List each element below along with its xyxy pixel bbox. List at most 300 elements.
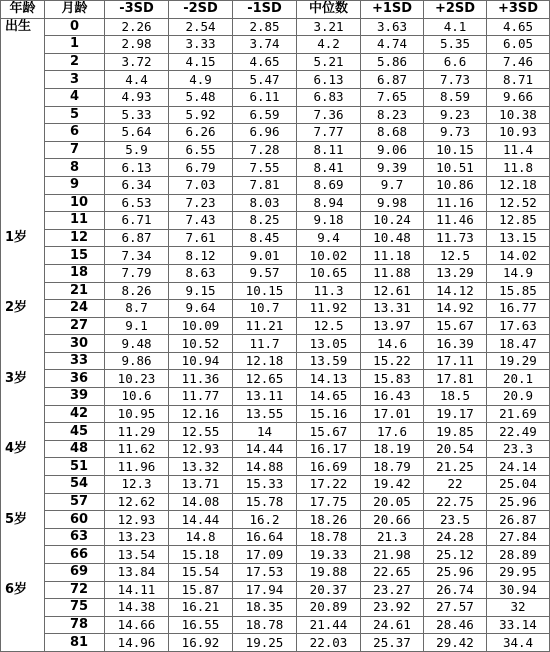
minus-2sd-cell: 14.44 [169, 511, 233, 529]
month-cell: 72 [45, 581, 105, 599]
plus-1sd-cell: 4.74 [361, 36, 424, 54]
minus-3sd-cell: 13.84 [105, 564, 169, 582]
minus-2sd-cell: 12.16 [169, 405, 233, 423]
plus-1sd-cell: 11.18 [361, 247, 424, 265]
month-cell: 48 [45, 440, 105, 458]
plus-3sd-cell: 8.71 [487, 71, 550, 89]
header-median: 中位数 [297, 1, 361, 19]
table-row [1, 405, 550, 423]
minus-2sd-cell: 3.33 [169, 36, 233, 54]
minus-3sd-cell: 12.3 [105, 476, 169, 494]
minus-3sd-cell: 12.62 [105, 493, 169, 511]
table-row [1, 88, 550, 106]
table-row [1, 352, 550, 370]
month-cell: 2 [45, 53, 105, 71]
plus-3sd-cell: 30.94 [487, 581, 550, 599]
month-cell: 18 [45, 264, 105, 282]
age-cell [1, 423, 45, 441]
age-cell [1, 352, 45, 370]
plus-3sd-cell: 26.87 [487, 511, 550, 529]
plus-1sd-cell: 20.66 [361, 511, 424, 529]
table-row [1, 546, 550, 564]
plus-1sd-cell: 9.7 [361, 176, 424, 194]
table-row [1, 440, 550, 458]
table-row [1, 388, 550, 406]
table-row [1, 458, 550, 476]
plus-2sd-cell: 18.5 [424, 388, 487, 406]
plus-3sd-cell: 18.47 [487, 335, 550, 353]
minus-2sd-cell: 7.61 [169, 229, 233, 247]
plus-2sd-cell: 25.12 [424, 546, 487, 564]
plus-1sd-cell: 22.65 [361, 564, 424, 582]
minus-3sd-cell: 7.34 [105, 247, 169, 265]
age-cell: 3岁 [1, 370, 45, 388]
plus-3sd-cell: 21.69 [487, 405, 550, 423]
minus-3sd-cell: 8.7 [105, 300, 169, 318]
minus-1sd-cell: 18.78 [233, 616, 297, 634]
table-row [1, 159, 550, 177]
plus-3sd-cell: 17.63 [487, 317, 550, 335]
month-cell: 24 [45, 300, 105, 318]
month-cell: 75 [45, 599, 105, 617]
minus-1sd-cell: 15.78 [233, 493, 297, 511]
plus-3sd-cell: 19.29 [487, 352, 550, 370]
plus-2sd-cell: 11.46 [424, 212, 487, 230]
minus-2sd-cell: 10.94 [169, 352, 233, 370]
plus-1sd-cell: 17.6 [361, 423, 424, 441]
plus-3sd-cell: 10.93 [487, 124, 550, 142]
month-cell: 63 [45, 528, 105, 546]
plus-1sd-cell: 12.61 [361, 282, 424, 300]
minus-2sd-cell: 12.93 [169, 440, 233, 458]
median-cell: 8.41 [297, 159, 361, 177]
month-cell: 5 [45, 106, 105, 124]
age-cell [1, 88, 45, 106]
header-minus-1sd: -1SD [233, 1, 297, 19]
month-cell: 54 [45, 476, 105, 494]
plus-1sd-cell: 21.98 [361, 546, 424, 564]
minus-1sd-cell: 15.33 [233, 476, 297, 494]
plus-2sd-cell: 16.39 [424, 335, 487, 353]
month-cell: 60 [45, 511, 105, 529]
plus-1sd-cell: 8.68 [361, 124, 424, 142]
minus-1sd-cell: 17.53 [233, 564, 297, 582]
median-cell: 8.11 [297, 141, 361, 159]
plus-2sd-cell: 7.73 [424, 71, 487, 89]
minus-1sd-cell: 4.65 [233, 53, 297, 71]
plus-3sd-cell: 32 [487, 599, 550, 617]
plus-3sd-cell: 14.02 [487, 247, 550, 265]
plus-3sd-cell: 6.05 [487, 36, 550, 54]
minus-3sd-cell: 4.4 [105, 71, 169, 89]
month-cell: 45 [45, 423, 105, 441]
table-row [1, 53, 550, 71]
minus-2sd-cell: 15.87 [169, 581, 233, 599]
table-row [1, 176, 550, 194]
header-plus-3sd: +3SD [487, 1, 550, 19]
plus-2sd-cell: 11.16 [424, 194, 487, 212]
age-cell: 出生 [1, 18, 45, 36]
plus-2sd-cell: 20.54 [424, 440, 487, 458]
table-row [1, 124, 550, 142]
month-cell: 42 [45, 405, 105, 423]
month-cell: 39 [45, 388, 105, 406]
age-cell [1, 317, 45, 335]
plus-3sd-cell: 15.85 [487, 282, 550, 300]
minus-1sd-cell: 13.55 [233, 405, 297, 423]
plus-1sd-cell: 9.06 [361, 141, 424, 159]
minus-1sd-cell: 19.25 [233, 634, 297, 652]
month-cell: 0 [45, 18, 105, 36]
median-cell: 6.13 [297, 71, 361, 89]
month-cell: 33 [45, 352, 105, 370]
age-cell: 6岁 [1, 581, 45, 599]
plus-3sd-cell: 11.8 [487, 159, 550, 177]
age-cell [1, 616, 45, 634]
minus-2sd-cell: 4.9 [169, 71, 233, 89]
minus-3sd-cell: 5.33 [105, 106, 169, 124]
plus-2sd-cell: 26.74 [424, 581, 487, 599]
table-row [1, 511, 550, 529]
plus-2sd-cell: 22 [424, 476, 487, 494]
plus-1sd-cell: 18.19 [361, 440, 424, 458]
plus-1sd-cell: 20.05 [361, 493, 424, 511]
month-cell: 36 [45, 370, 105, 388]
plus-2sd-cell: 23.5 [424, 511, 487, 529]
age-cell [1, 159, 45, 177]
minus-2sd-cell: 13.71 [169, 476, 233, 494]
table-row [1, 528, 550, 546]
plus-2sd-cell: 19.85 [424, 423, 487, 441]
minus-3sd-cell: 6.53 [105, 194, 169, 212]
median-cell: 4.2 [297, 36, 361, 54]
plus-2sd-cell: 19.17 [424, 405, 487, 423]
plus-1sd-cell: 10.24 [361, 212, 424, 230]
plus-1sd-cell: 10.48 [361, 229, 424, 247]
minus-1sd-cell: 11.7 [233, 335, 297, 353]
table-row [1, 106, 550, 124]
header-age: 年龄 [1, 1, 45, 19]
minus-3sd-cell: 14.38 [105, 599, 169, 617]
median-cell: 19.33 [297, 546, 361, 564]
minus-2sd-cell: 11.77 [169, 388, 233, 406]
plus-3sd-cell: 25.04 [487, 476, 550, 494]
median-cell: 20.89 [297, 599, 361, 617]
month-cell: 69 [45, 564, 105, 582]
plus-1sd-cell: 9.98 [361, 194, 424, 212]
table-row [1, 36, 550, 54]
header-row [1, 1, 550, 19]
median-cell: 15.16 [297, 405, 361, 423]
plus-2sd-cell: 10.86 [424, 176, 487, 194]
minus-2sd-cell: 6.26 [169, 124, 233, 142]
month-cell: 15 [45, 247, 105, 265]
plus-2sd-cell: 28.46 [424, 616, 487, 634]
minus-3sd-cell: 10.6 [105, 388, 169, 406]
plus-2sd-cell: 24.28 [424, 528, 487, 546]
month-cell: 66 [45, 546, 105, 564]
plus-3sd-cell: 33.14 [487, 616, 550, 634]
month-cell: 81 [45, 634, 105, 652]
median-cell: 7.36 [297, 106, 361, 124]
plus-1sd-cell: 5.86 [361, 53, 424, 71]
plus-1sd-cell: 15.22 [361, 352, 424, 370]
table-row [1, 247, 550, 265]
age-cell [1, 247, 45, 265]
age-cell [1, 36, 45, 54]
age-cell [1, 564, 45, 582]
median-cell: 13.59 [297, 352, 361, 370]
plus-1sd-cell: 11.88 [361, 264, 424, 282]
minus-3sd-cell: 8.26 [105, 282, 169, 300]
minus-2sd-cell: 7.43 [169, 212, 233, 230]
minus-3sd-cell: 6.71 [105, 212, 169, 230]
plus-1sd-cell: 23.27 [361, 581, 424, 599]
plus-2sd-cell: 14.92 [424, 300, 487, 318]
table-row [1, 476, 550, 494]
minus-2sd-cell: 4.15 [169, 53, 233, 71]
plus-2sd-cell: 10.51 [424, 159, 487, 177]
minus-2sd-cell: 16.92 [169, 634, 233, 652]
age-cell: 1岁 [1, 229, 45, 247]
minus-2sd-cell: 11.36 [169, 370, 233, 388]
plus-2sd-cell: 10.15 [424, 141, 487, 159]
header-plus-2sd: +2SD [424, 1, 487, 19]
minus-1sd-cell: 10.15 [233, 282, 297, 300]
minus-3sd-cell: 5.9 [105, 141, 169, 159]
median-cell: 11.92 [297, 300, 361, 318]
minus-1sd-cell: 8.45 [233, 229, 297, 247]
plus-1sd-cell: 9.39 [361, 159, 424, 177]
plus-3sd-cell: 4.65 [487, 18, 550, 36]
median-cell: 7.77 [297, 124, 361, 142]
header-month: 月龄 [45, 1, 105, 19]
age-cell [1, 458, 45, 476]
age-cell [1, 264, 45, 282]
minus-2sd-cell: 6.55 [169, 141, 233, 159]
plus-1sd-cell: 25.37 [361, 634, 424, 652]
median-cell: 18.26 [297, 511, 361, 529]
month-cell: 12 [45, 229, 105, 247]
minus-1sd-cell: 9.57 [233, 264, 297, 282]
month-cell: 4 [45, 88, 105, 106]
median-cell: 8.94 [297, 194, 361, 212]
minus-2sd-cell: 7.03 [169, 176, 233, 194]
table-row [1, 599, 550, 617]
minus-1sd-cell: 13.11 [233, 388, 297, 406]
minus-2sd-cell: 16.21 [169, 599, 233, 617]
age-cell [1, 476, 45, 494]
minus-3sd-cell: 3.72 [105, 53, 169, 71]
plus-3sd-cell: 29.95 [487, 564, 550, 582]
age-cell [1, 124, 45, 142]
plus-1sd-cell: 14.6 [361, 335, 424, 353]
minus-1sd-cell: 6.59 [233, 106, 297, 124]
minus-1sd-cell: 9.01 [233, 247, 297, 265]
plus-3sd-cell: 14.9 [487, 264, 550, 282]
median-cell: 9.18 [297, 212, 361, 230]
plus-3sd-cell: 34.4 [487, 634, 550, 652]
median-cell: 19.88 [297, 564, 361, 582]
minus-2sd-cell: 2.54 [169, 18, 233, 36]
plus-3sd-cell: 12.52 [487, 194, 550, 212]
table-row [1, 229, 550, 247]
minus-3sd-cell: 10.95 [105, 405, 169, 423]
median-cell: 17.75 [297, 493, 361, 511]
month-cell: 11 [45, 212, 105, 230]
minus-2sd-cell: 12.55 [169, 423, 233, 441]
minus-1sd-cell: 16.2 [233, 511, 297, 529]
median-cell: 14.65 [297, 388, 361, 406]
plus-1sd-cell: 23.92 [361, 599, 424, 617]
plus-2sd-cell: 14.12 [424, 282, 487, 300]
median-cell: 3.21 [297, 18, 361, 36]
age-cell [1, 106, 45, 124]
table-row [1, 564, 550, 582]
plus-1sd-cell: 8.23 [361, 106, 424, 124]
table-row [1, 212, 550, 230]
minus-3sd-cell: 2.98 [105, 36, 169, 54]
median-cell: 22.03 [297, 634, 361, 652]
median-cell: 15.67 [297, 423, 361, 441]
minus-2sd-cell: 5.48 [169, 88, 233, 106]
minus-1sd-cell: 3.74 [233, 36, 297, 54]
plus-3sd-cell: 16.77 [487, 300, 550, 318]
month-cell: 10 [45, 194, 105, 212]
age-cell [1, 71, 45, 89]
minus-2sd-cell: 9.64 [169, 300, 233, 318]
table-row [1, 71, 550, 89]
plus-1sd-cell: 6.87 [361, 71, 424, 89]
plus-3sd-cell: 12.85 [487, 212, 550, 230]
table-row [1, 282, 550, 300]
minus-2sd-cell: 5.92 [169, 106, 233, 124]
age-cell [1, 493, 45, 511]
median-cell: 14.13 [297, 370, 361, 388]
minus-3sd-cell: 4.93 [105, 88, 169, 106]
plus-2sd-cell: 11.73 [424, 229, 487, 247]
minus-1sd-cell: 18.35 [233, 599, 297, 617]
plus-1sd-cell: 3.63 [361, 18, 424, 36]
plus-3sd-cell: 7.46 [487, 53, 550, 71]
table-row [1, 370, 550, 388]
minus-2sd-cell: 15.54 [169, 564, 233, 582]
plus-1sd-cell: 13.31 [361, 300, 424, 318]
plus-3sd-cell: 23.3 [487, 440, 550, 458]
minus-2sd-cell: 15.18 [169, 546, 233, 564]
plus-3sd-cell: 9.66 [487, 88, 550, 106]
minus-1sd-cell: 6.11 [233, 88, 297, 106]
plus-2sd-cell: 22.75 [424, 493, 487, 511]
median-cell: 6.83 [297, 88, 361, 106]
month-cell: 6 [45, 124, 105, 142]
minus-2sd-cell: 16.55 [169, 616, 233, 634]
plus-2sd-cell: 15.67 [424, 317, 487, 335]
age-cell [1, 405, 45, 423]
plus-2sd-cell: 17.11 [424, 352, 487, 370]
minus-2sd-cell: 8.63 [169, 264, 233, 282]
plus-1sd-cell: 15.83 [361, 370, 424, 388]
month-cell: 57 [45, 493, 105, 511]
minus-1sd-cell: 8.25 [233, 212, 297, 230]
minus-2sd-cell: 14.08 [169, 493, 233, 511]
plus-3sd-cell: 11.4 [487, 141, 550, 159]
age-cell [1, 53, 45, 71]
median-cell: 8.69 [297, 176, 361, 194]
month-cell: 3 [45, 71, 105, 89]
minus-1sd-cell: 14.88 [233, 458, 297, 476]
median-cell: 9.4 [297, 229, 361, 247]
table-row [1, 634, 550, 652]
plus-2sd-cell: 12.5 [424, 247, 487, 265]
minus-3sd-cell: 9.86 [105, 352, 169, 370]
month-cell: 51 [45, 458, 105, 476]
plus-3sd-cell: 20.1 [487, 370, 550, 388]
minus-3sd-cell: 13.54 [105, 546, 169, 564]
month-cell: 9 [45, 176, 105, 194]
plus-3sd-cell: 13.15 [487, 229, 550, 247]
minus-3sd-cell: 11.62 [105, 440, 169, 458]
median-cell: 16.69 [297, 458, 361, 476]
minus-3sd-cell: 14.66 [105, 616, 169, 634]
minus-1sd-cell: 6.96 [233, 124, 297, 142]
minus-1sd-cell: 7.55 [233, 159, 297, 177]
month-cell: 7 [45, 141, 105, 159]
minus-3sd-cell: 13.23 [105, 528, 169, 546]
month-cell: 1 [45, 36, 105, 54]
minus-3sd-cell: 12.93 [105, 511, 169, 529]
plus-1sd-cell: 17.01 [361, 405, 424, 423]
plus-3sd-cell: 12.18 [487, 176, 550, 194]
plus-3sd-cell: 22.49 [487, 423, 550, 441]
age-cell [1, 282, 45, 300]
plus-2sd-cell: 17.81 [424, 370, 487, 388]
table-body [1, 18, 550, 651]
minus-2sd-cell: 9.15 [169, 282, 233, 300]
plus-3sd-cell: 28.89 [487, 546, 550, 564]
plus-2sd-cell: 27.57 [424, 599, 487, 617]
age-cell [1, 141, 45, 159]
minus-2sd-cell: 10.09 [169, 317, 233, 335]
minus-3sd-cell: 14.11 [105, 581, 169, 599]
plus-3sd-cell: 20.9 [487, 388, 550, 406]
median-cell: 11.3 [297, 282, 361, 300]
plus-3sd-cell: 25.96 [487, 493, 550, 511]
age-cell [1, 176, 45, 194]
month-cell: 21 [45, 282, 105, 300]
minus-1sd-cell: 12.18 [233, 352, 297, 370]
minus-2sd-cell: 6.79 [169, 159, 233, 177]
plus-1sd-cell: 18.79 [361, 458, 424, 476]
header-plus-1sd: +1SD [361, 1, 424, 19]
table-row [1, 581, 550, 599]
minus-3sd-cell: 7.79 [105, 264, 169, 282]
median-cell: 16.17 [297, 440, 361, 458]
table-row [1, 616, 550, 634]
median-cell: 21.44 [297, 616, 361, 634]
header-minus-3sd: -3SD [105, 1, 169, 19]
minus-1sd-cell: 12.65 [233, 370, 297, 388]
minus-2sd-cell: 14.8 [169, 528, 233, 546]
minus-1sd-cell: 11.21 [233, 317, 297, 335]
table-row [1, 18, 550, 36]
median-cell: 13.05 [297, 335, 361, 353]
minus-1sd-cell: 14.44 [233, 440, 297, 458]
minus-3sd-cell: 11.96 [105, 458, 169, 476]
age-cell: 2岁 [1, 300, 45, 318]
minus-3sd-cell: 14.96 [105, 634, 169, 652]
minus-2sd-cell: 8.12 [169, 247, 233, 265]
